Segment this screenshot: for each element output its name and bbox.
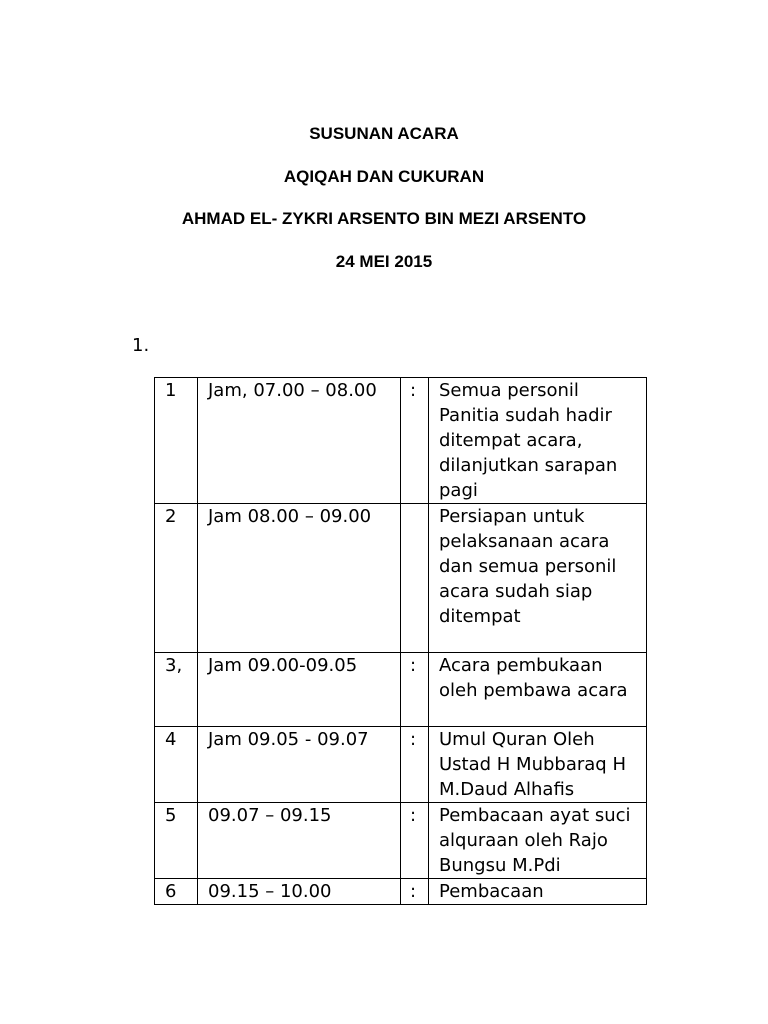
row-description: Acara pembukaan oleh pembawa acara [429,653,647,727]
row-description: Umul Quran Oleh Ustad H Mubbaraq H M.Daud Alhafis [429,727,647,803]
table-row [155,504,647,653]
table-row [155,727,647,803]
event-subtitle: AQIQAH DAN CUKURAN [283,167,485,186]
row-time: 09.07 – 09.15 [198,803,401,879]
list-number: 1. [132,335,150,356]
row-separator [401,504,429,653]
row-number: 3, [155,653,198,727]
document-title: SUSUNAN ACARA [309,124,459,143]
row-time: Jam 09.05 - 09.07 [198,727,401,803]
row-time: Jam 08.00 – 09.00 [198,504,401,653]
row-description: Pembacaan ayat suci alquraan oleh Rajo Bungsu M.Pdi [429,803,647,879]
row-description: Semua personil Panitia sudah hadir ditempat acara, dilanjutkan sarapan pagi [429,378,647,504]
row-time: 09.15 – 10.00 [198,879,401,905]
child-name: AHMAD EL- ZYKRI ARSENTO BIN MEZI ARSENTO [181,209,587,228]
row-separator: : [401,727,429,803]
row-number: 6 [155,879,198,905]
row-separator: : [401,879,429,905]
row-description: Persiapan untuk pelaksanaan acara dan semua personil acara sudah siap ditempat [429,504,647,653]
table-row [155,879,647,905]
table-row [155,378,647,504]
table-row [155,653,647,727]
row-number: 1 [155,378,198,504]
row-number: 5 [155,803,198,879]
row-time: Jam 09.00-09.05 [198,653,401,727]
table-row [155,803,647,879]
row-time: Jam, 07.00 – 08.00 [198,378,401,504]
schedule-table [154,377,647,905]
row-separator: : [401,378,429,504]
row-description: Pembacaan [429,879,647,905]
row-number: 4 [155,727,198,803]
row-separator: : [401,803,429,879]
row-separator: : [401,653,429,727]
event-date: 24 MEI 2015 [335,252,433,271]
row-number: 2 [155,504,198,653]
